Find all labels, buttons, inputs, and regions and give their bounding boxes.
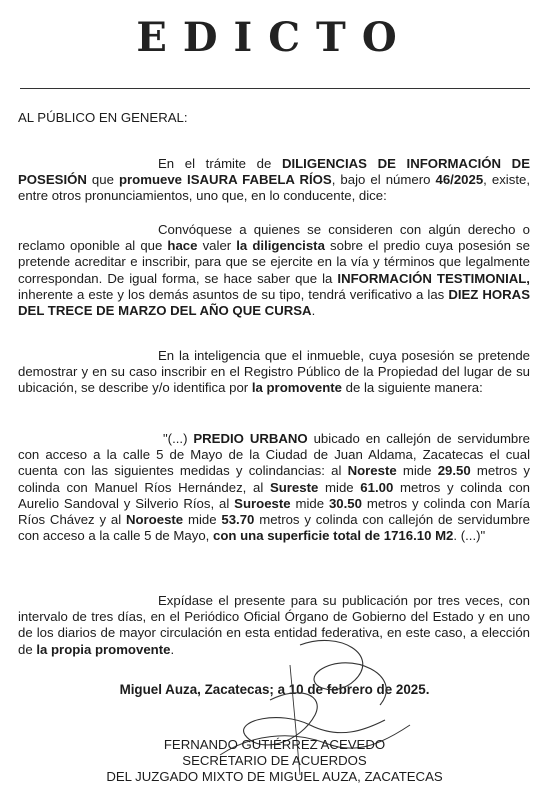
date-line: Miguel Auza, Zacatecas; a 10 de febrero de 2025. xyxy=(119,682,430,697)
greeting: AL PÚBLICO EN GENERAL: xyxy=(18,110,188,125)
paragraph-proceeding: En el trámite de DILIGENCIAS DE INFORMACIÓN DE POSESIÓN que promueve ISAURA FABELA RÍOS, bajo el número 46/2025, existe, entre otros pronunciamientos, uno que, en lo conducente, dice: xyxy=(18,156,530,204)
signer-name: FERNANDO GUTIÉRREZ ACEVEDO xyxy=(163,737,386,752)
paragraph-property-description: "(...) PREDIO URBANO ubicado en callejón de servidumbre con acceso a la calle 5 de Mayo de la Ciudad de Juan Aldama, Zacatecas el cual cuenta con las siguientes medidas y colindancias: al Noreste mide 29.50 metros y colinda con Manuel Ríos Hernández, al Sureste mide 61.00 metros y colinda con Aurelio Sandoval y Silverio Ríos, al Suroeste mide 30.50 metros y colinda con María Ríos Chávez y al Noroeste mide 53.70 metros y colinda con callejón de servidumbre con acceso a la calle 5 de Mayo, con una superficie total de 1716.10 M2. (...)" xyxy=(18,431,531,544)
paragraph-property-intro: En la inteligencia que el inmueble, cuya posesión se pretende demostrar y en su caso inscribir en el Registro Público de la Propiedad del lugar de su ubicación, se describe y/o identifica por la promovente de la siguiente manera: xyxy=(18,348,530,396)
document-title: EDICTO xyxy=(136,14,413,61)
title-divider xyxy=(20,88,530,89)
paragraph-convocation: Convóquese a quienes se consideren con algún derecho o reclamo oponible al que hace valer la diligencista sobre el predio cuya posesión se pretende acreditar e inscribir, para que se ejercite en la vía y términos que legalmente correspondan. De igual forma, se hace saber que la INFORMACIÓN TESTIMONIAL, inherente a este y los demás asuntos de su tipo, tendrá verificativo a las DIEZ HORAS DEL TRECE DE MARZO DEL AÑO QUE CURSA. xyxy=(18,222,531,319)
signer-court: DEL JUZGADO MIXTO DE MIGUEL AUZA, ZACATECAS xyxy=(106,769,443,784)
paragraph-publication-order: Expídase el presente para su publicación por tres veces, con intervalo de tres días, en el Periódico Oficial Órgano de Gobierno del Estado y en uno de los diarios de mayor circulación en esta entidad federativa, en este caso, a elección de la propia promovente. xyxy=(18,593,530,657)
signer-role: SECRETARIO DE ACUERDOS xyxy=(182,753,367,768)
